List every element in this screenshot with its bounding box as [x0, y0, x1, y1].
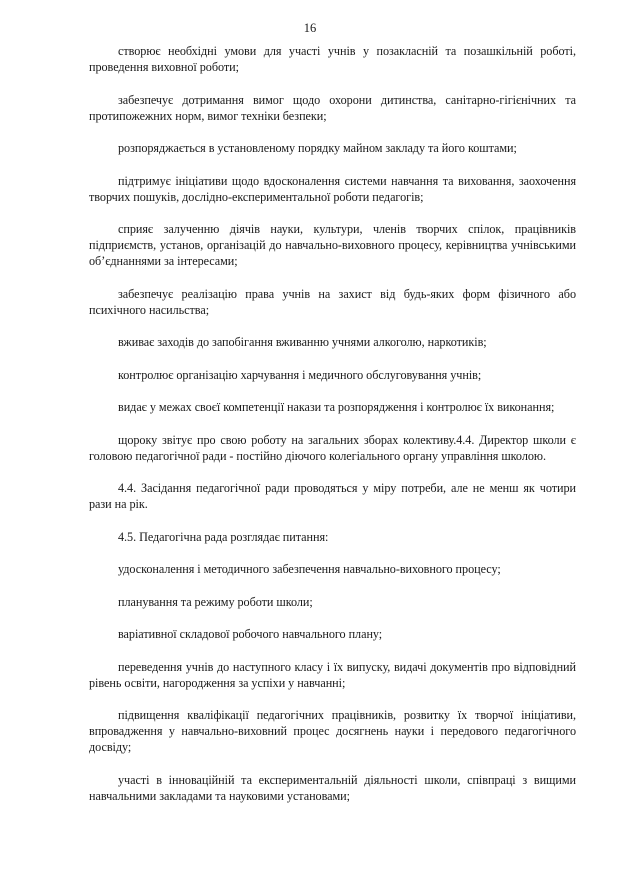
paragraph: забезпечує дотримання вимог щодо охорони дитинства, санітарно-гігієнічних та протипожежних норм, вимог техніки безпеки; — [89, 92, 576, 123]
paragraph: підвищення кваліфікації педагогічних працівників, розвитку їх творчої ініціативи, впровадження у навчально-виховний процес досягнень науки і передового педагогічного досвіду; — [89, 708, 576, 754]
paragraph: вживає заходів до запобігання вживанню учнями алкоголю, наркотиків; — [118, 335, 487, 349]
paragraph: удосконалення і методичного забезпечення навчально-виховного процесу; — [118, 562, 501, 576]
paragraph: щороку звітує про свою роботу на загальних зборах колективу.4.4. Директор школи є головою педагогічної ради - постійно діючого колегіального органу управління школою. — [89, 432, 576, 463]
paragraph: сприяє залученню діячів науки, культури, членів творчих спілок, працівників підприємств, установ, організацій до навчально-виховного процесу, керівництва учнівськими об’єднаннями за інтересами; — [89, 222, 576, 268]
paragraph: переведення учнів до наступного класу і їх випуску, видачі документів про відповідний рівень освіти, нагородження за успіхи у навчанні; — [89, 659, 576, 690]
paragraph: розпоряджається в установленому порядку майном закладу та його коштами; — [118, 141, 517, 155]
paragraph: створює необхідні умови для участі учнів у позакласній та позашкільній роботі, проведення виховної роботи; — [89, 44, 576, 74]
paragraph: контролює організацію харчування і медичного обслуговування учнів; — [118, 367, 482, 382]
paragraph: 4.5. Педагогічна рада розглядає питання: — [118, 529, 329, 544]
document-body — [89, 43, 576, 820]
paragraph: варіативної складової робочого навчального плану; — [118, 627, 383, 641]
page-number: 16 — [303, 21, 317, 35]
paragraph: участі в інноваційній та експериментальній діяльності школи, співпраці з вищими навчальними закладами та науковими установами; — [89, 772, 576, 803]
paragraph: 4.4. Засідання педагогічної ради проводяться у міру потреби, але не менш як чотири рази на рік. — [89, 481, 576, 511]
paragraph: видає у межах своєї компетенції накази та розпорядження і контролює їх виконання; — [118, 400, 555, 414]
paragraph: підтримує ініціативи щодо вдосконалення системи навчання та виховання, заохочення творчих пошуків, дослідно-експериментальної роботи педагогів; — [89, 173, 576, 204]
paragraph: планування та режиму роботи школи; — [118, 594, 313, 609]
paragraph: забезпечує реалізацію права учнів на захист від будь-яких форм фізичного або психічного насильства; — [89, 286, 576, 317]
